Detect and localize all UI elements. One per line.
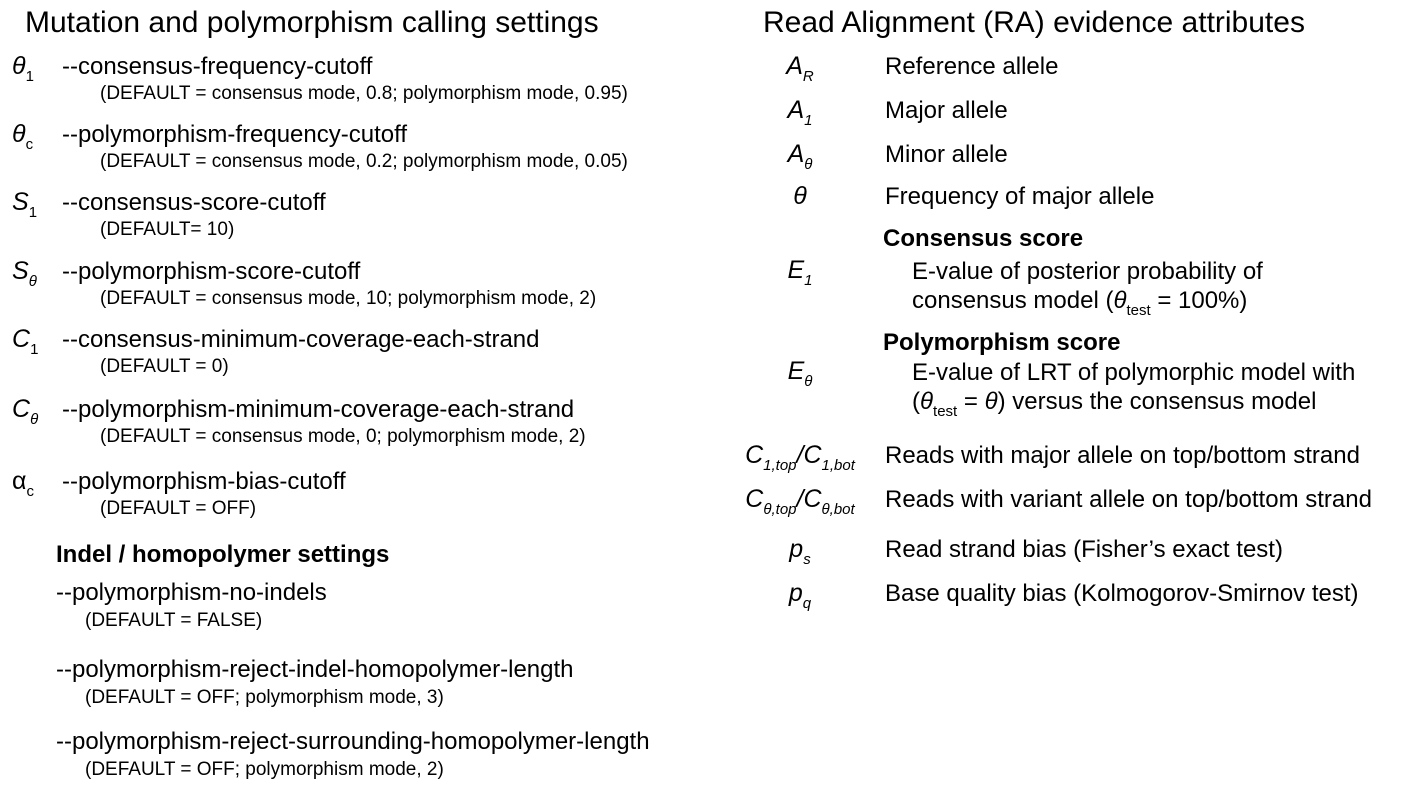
attr-symbol-ps: $p_s$ (789, 535, 811, 568)
attr-symbol-c1top-c1bot: $C_{1,top}/C_{1,bot}$ (745, 441, 855, 474)
attr-description: Frequency of major allele (885, 183, 1155, 210)
option-name: --polymorphism-bias-cutoff (62, 468, 346, 495)
symbol-subscript: q (802, 595, 812, 612)
option-default: (DEFAULT = OFF; polymorphism mode, 3) (85, 687, 444, 708)
option-default: (DEFAULT= 10) (100, 219, 235, 240)
attr-symbol-pq: $p_q$ (788, 579, 812, 612)
attr-symbol-e1: $E_1$ (787, 256, 813, 289)
param-symbol-theta1: $\theta_1$ (12, 52, 34, 85)
param-symbol-ctheta: $C_\theta$ (12, 395, 39, 428)
option-name: --consensus-score-cutoff (62, 189, 326, 216)
symbol-subscript: θ,top (763, 501, 797, 518)
symbol-subscript: θ (804, 156, 813, 173)
indel-settings-heading: Indel / homopolymer settings (56, 541, 390, 568)
attr-description: E-value of LRT of polymorphic model with $(\theta_{test} = \theta)$ versus the consensus model (912, 359, 1356, 420)
attr-symbol-theta: θ (793, 182, 807, 210)
attr-description: Reads with major allele on top/bottom strand (885, 442, 1360, 469)
symbol-subscript: R (802, 68, 814, 85)
theta-symbol: θ (920, 388, 934, 415)
attr-description: E-value of posterior probability of consensus model $(\theta_{test} = 100\%)$ (912, 258, 1263, 319)
option-name: --consensus-frequency-cutoff (62, 53, 373, 80)
option-name: --polymorphism-score-cutoff (62, 258, 361, 285)
slash: / (796, 485, 804, 513)
symbol-subscript: 1 (30, 341, 39, 358)
symbol-subscript: 1,top (763, 457, 797, 474)
param-symbol-alphac: $\alpha_c$ (12, 467, 34, 500)
option-default: (DEFAULT = consensus mode, 0.8; polymorphism mode, 0.95) (100, 83, 628, 104)
symbol-subscript: θ (804, 373, 813, 390)
symbol-subscript: θ,bot (821, 501, 855, 518)
attr-description: Reads with variant allele on top/bottom strand (885, 486, 1372, 513)
attributes-title: Read Alignment (RA) evidence attributes (763, 6, 1305, 39)
attr-symbol-ar: $A_R$ (786, 52, 814, 85)
param-symbol-stheta: $S_\theta$ (12, 257, 37, 290)
settings-title: Mutation and polymorphism calling settings (25, 6, 599, 39)
option-default: (DEFAULT = OFF) (100, 498, 257, 519)
option-default: (DEFAULT = OFF; polymorphism mode, 2) (85, 759, 444, 780)
param-symbol-thetac: $\theta_c$ (12, 120, 34, 153)
slash: / (796, 441, 804, 469)
symbol-subscript: 1 (28, 204, 38, 221)
attr-symbol-etheta: $E_\theta$ (787, 357, 813, 390)
option-default: (DEFAULT = consensus mode, 0; polymorphism mode, 2) (100, 426, 586, 447)
option-name: --consensus-minimum-coverage-each-strand (62, 326, 540, 353)
option-default: (DEFAULT = consensus mode, 10; polymorphism mode, 2) (100, 288, 597, 309)
theta-symbol: θ (1113, 287, 1127, 314)
attr-description: Minor allele (885, 141, 1008, 168)
option-default: (DEFAULT = consensus mode, 0.2; polymorphism mode, 0.05) (100, 151, 628, 172)
option-name: --polymorphism-minimum-coverage-each-strand (62, 396, 575, 423)
option-default: (DEFAULT = 0) (100, 356, 229, 377)
symbol-subscript: θ (30, 411, 39, 428)
option-name: --polymorphism-frequency-cutoff (62, 121, 408, 148)
attr-description: Read strand bias (Fisher’s exact test) (885, 536, 1283, 563)
param-symbol-s1: $S_1$ (12, 188, 38, 221)
symbol-subscript: c (26, 483, 34, 500)
symbol-subscript: 1 (804, 112, 813, 129)
option-name: --polymorphism-reject-surrounding-homopolymer-length (56, 728, 650, 755)
attr-description: Reference allele (885, 53, 1059, 80)
attr-symbol-cthetatop-cthetabot: $C_{\theta,top}/C_{\theta,bot}$ (745, 485, 855, 518)
symbol-subscript: s (803, 551, 811, 568)
symbol-subscript: 1 (804, 272, 813, 289)
attr-symbol-a1: $A_1$ (787, 96, 813, 129)
param-symbol-c1: $C_1$ (12, 325, 39, 358)
attr-symbol-atheta: $A_\theta$ (787, 140, 813, 173)
symbol-subscript: c (25, 136, 34, 153)
theta-symbol: θ (984, 388, 998, 415)
attr-description: Major allele (885, 97, 1008, 124)
option-default: (DEFAULT = FALSE) (85, 610, 263, 631)
symbol-subscript: θ (28, 273, 37, 290)
symbol-subscript: 1 (25, 68, 34, 85)
polymorphism-score-heading: Polymorphism score (883, 329, 1121, 356)
consensus-score-heading: Consensus score (883, 225, 1084, 252)
option-name: --polymorphism-reject-indel-homopolymer-length (56, 656, 574, 683)
theta-test-subscript: test (1126, 302, 1151, 319)
option-name: --polymorphism-no-indels (56, 579, 327, 606)
theta-test-subscript: test (933, 403, 958, 420)
attr-description: Base quality bias (Kolmogorov-Smirnov test) (885, 580, 1359, 607)
symbol-subscript: 1,bot (821, 457, 855, 474)
